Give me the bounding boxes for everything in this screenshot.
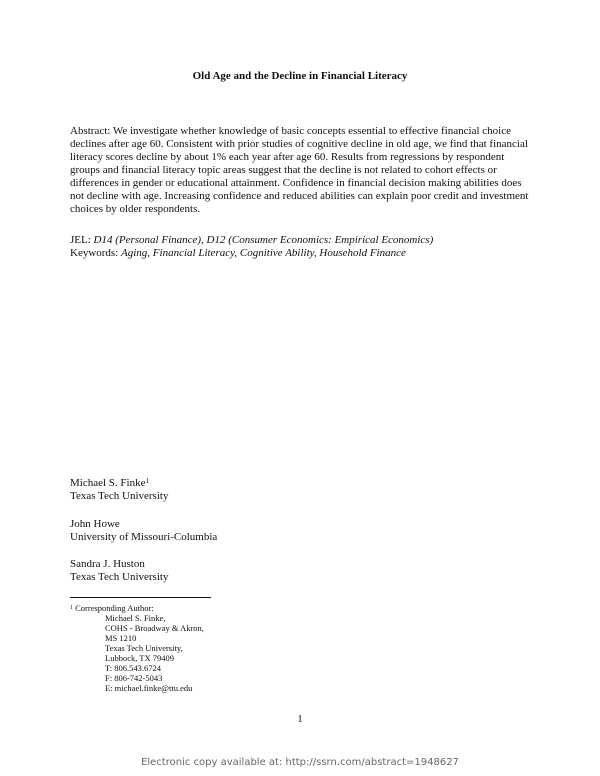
footnote-line: T: 806.543.6724: [105, 663, 162, 673]
author-name: Michael S. Finke$^1$: [70, 477, 149, 489]
jel-keywords-block: [70, 234, 540, 260]
footnote-line: Texas Tech University,: [105, 643, 183, 653]
author-block: [70, 558, 168, 584]
jel-label: JEL:: [70, 234, 94, 246]
footnote-line: Michael S. Finke,: [105, 613, 166, 623]
footnote-line: COHS - Broadway & Akron,: [105, 623, 204, 633]
footnote: [70, 603, 204, 693]
keywords-line: [70, 247, 540, 260]
keywords-values: Aging, Financial Literacy, Cognitive Ability, Household Finance: [121, 247, 406, 259]
footnote-marker: 1: [145, 477, 149, 485]
paper-title: Old Age and the Decline in Financial Literacy: [192, 70, 408, 82]
footnote-email: E: michael.finke@ttu.edu: [105, 683, 193, 693]
ssrn-footer: Electronic copy available at: http://ssrn.com/abstract=1948627: [141, 757, 459, 768]
footnote-line: Lubbock, TX 79409: [105, 653, 175, 663]
footnote-divider: [70, 597, 211, 598]
footnote-heading: $^1$ Corresponding Author:: [70, 603, 154, 613]
author-block: [70, 518, 217, 544]
jel-line: [70, 234, 540, 247]
keywords-label: Keywords:: [70, 247, 122, 259]
author-block: [70, 477, 168, 503]
page-number: 1: [297, 713, 303, 725]
footnote-line: MS 1210: [105, 633, 137, 643]
footnote-line: F: 806-742-5043: [105, 673, 163, 683]
jel-codes: D14 (Personal Finance), D12 (Consumer Economics: Empirical Economics): [93, 234, 434, 246]
author-affiliation: Texas Tech University: [70, 571, 169, 583]
author-affiliation: University of Missouri-Columbia: [70, 531, 218, 543]
abstract: Abstract: We investigate whether knowledge of basic concepts essential to effective financial choice declines after age 60. Consistent with prior studies of cognitive decline in old age, we find that financial literacy scores decline by about 1% each year after age 60. Results from regressions by respondent groups and financial literacy topic areas suggest that the decline is not related to cohort effects or differences in gender or educational attainment. Confidence in financial decision making abilities does not decline with age. Increasing confidence and reduced abilities can explain poor credit and investment choices by older respondents.: [70, 125, 529, 215]
footnote-contact: [70, 613, 204, 693]
author-affiliation: Texas Tech University: [70, 490, 169, 502]
author-name: Sandra J. Huston: [70, 558, 145, 570]
author-name: John Howe: [70, 518, 120, 530]
footnote-marker: 1: [70, 605, 73, 611]
